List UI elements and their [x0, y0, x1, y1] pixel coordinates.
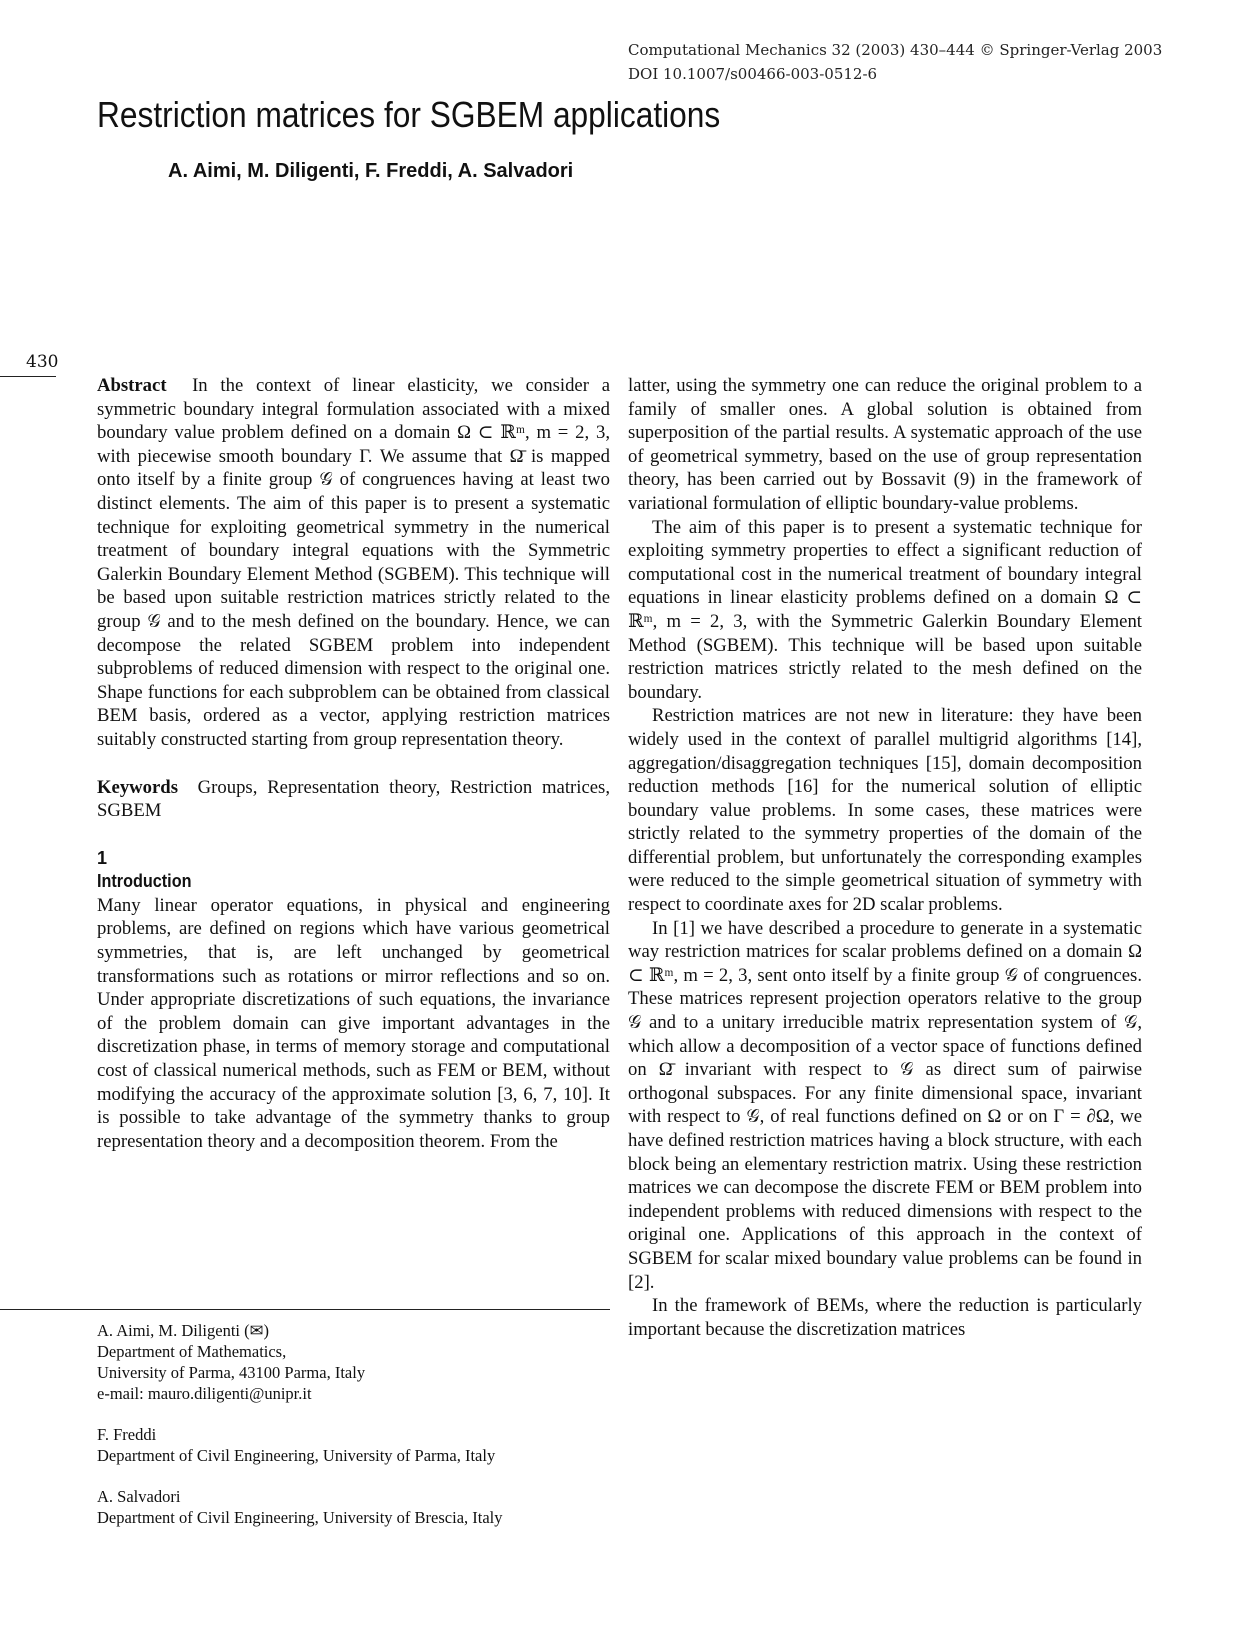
paragraph-4: In [1] we have described a procedure to generate in a systematic way restriction matrices for scalar problems defined on a domain Ω ⊂ ℝᵐ, m = 2, 3, sent onto itself by a finite group 𝒢 of congruences. These matrices represent projection operators relative to the group 𝒢 and to a unitary irreducible matrix representation system of 𝒢, which allow a decomposition of a vector space of functions defined on Ω̄ invariant with respect to 𝒢 as direct sum of pairwise orthogonal subspaces. For any finite dimensional space, invariant with respect to 𝒢, of real functions defined on Ω or on Γ = ∂Ω, we have defined restriction matrices having a block structure, with each block being an elementary restriction matrix. Using these restriction matrices we can decompose the discrete FEM or BEM problem into independent problems with reduced dimensions with respect to the original one. Applications of this approach in the context of SGBEM for scalar mixed boundary value problems can be found in [2].: [628, 917, 1142, 1293]
left-column: [97, 374, 610, 1153]
affiliation-2: [97, 1424, 610, 1466]
introduction-text: Many linear operator equations, in physical and engineering problems, are defined on regions which have various geometrical symmetries, that is, are left unchanged by geometrical transformations such as rotations or mirror reflections and so on. Under appropriate discretizations of such equations, the invariance of the problem domain can give important advantages in the discretization phase, in terms of memory storage and computational cost of classical numerical methods, such as FEM or BEM, without modifying the accuracy of the approximate solution [3, 6, 7, 10]. It is possible to take advantage of the symmetry thanks to group representation theory and a decomposition theorem. From the: [97, 894, 610, 1152]
journal-header: [628, 38, 1162, 86]
author-list: A. Aimi, M. Diligenti, F. Freddi, A. Salvadori: [168, 160, 574, 182]
affiliation-1-name: A. Aimi, M. Diligenti (✉): [97, 1321, 269, 1340]
paragraph-1: latter, using the symmetry one can reduce the original problem to a family of smaller ones. A global solution is obtained from superposition of the partial results. A systematic approach of the use of geometrical symmetry, based on the use of group representation theory, has been carried out by Bossavit (9) in the framework of variational formulation of elliptic boundary-value problems.: [628, 375, 1142, 514]
section-number: 1: [97, 847, 108, 868]
keywords-text: Groups, Representation theory, Restriction matrices, SGBEM: [97, 776, 610, 822]
keywords: [97, 776, 610, 823]
section-title: Introduction: [97, 871, 192, 892]
footnote-rule: [0, 1309, 610, 1310]
keywords-label: Keywords: [97, 776, 178, 798]
affiliation-3-dept: Department of Civil Engineering, University of Brescia, Italy: [97, 1508, 503, 1527]
affiliation-1: [97, 1320, 610, 1404]
page-number: 430: [26, 352, 59, 372]
affiliation-1-email: e-mail: mauro.diligenti@unipr.it: [97, 1384, 312, 1403]
affiliation-3-name: A. Salvadori: [97, 1487, 181, 1506]
paragraph-3: Restriction matrices are not new in literature: they have been widely used in the context of parallel multigrid algorithms [14], aggregation/disaggregation techniques [15], domain decomposition reduction methods [16] for the numerical solution of elliptic boundary value problems. In some cases, these matrices were strictly related to the symmetry properties of the domain of the differential problem, but unfortunately the corresponding examples were reduced to the simple geometrical situation of symmetry with respect to coordinate axes for 2D scalar problems.: [628, 705, 1142, 916]
affiliation-1-dept: Department of Mathematics,: [97, 1342, 287, 1361]
paragraph-2: The aim of this paper is to present a systematic technique for exploiting symmetry properties to effect a significant reduction of computational cost in the numerical treatment of boundary integral equations in linear elasticity problems defined on a domain Ω ⊂ ℝᵐ, m = 2, 3, with the Symmetric Galerkin Boundary Element Method (SGBEM). This technique will be based upon suitable restriction matrices strictly related to the mesh defined on the boundary.: [628, 516, 1142, 703]
abstract-label: Abstract: [97, 375, 167, 396]
paper-title: Restriction matrices for SGBEM applications: [97, 94, 721, 135]
affiliation-1-univ: University of Parma, 43100 Parma, Italy: [97, 1363, 366, 1382]
doi: DOI 10.1007/s00466-003-0512-6: [628, 65, 878, 83]
affiliation-3: [97, 1486, 610, 1528]
abstract-text: In the context of linear elasticity, we consider a symmetric boundary integral formulation associated with a mixed boundary value problem defined on a domain Ω ⊂ ℝᵐ, m = 2, 3, with piecewise smooth boundary Γ. We assume that Ω̄ is mapped onto itself by a finite group 𝒢 of congruences having at least two distinct elements. The aim of this paper is to present a systematic technique for exploiting geometrical symmetry in the numerical treatment of boundary integral equations with the Symmetric Galerkin Boundary Element Method (SGBEM). This technique will be based upon suitable restriction matrices strictly related to the group 𝒢 and to the mesh defined on the boundary. Hence, we can decompose the related SGBEM problem into independent subproblems of reduced dimension with respect to the original one. Shape functions for each subproblem can be obtained from classical BEM basis, ordered as a vector, applying restriction matrices suitably constructed starting from group representation theory.: [97, 375, 610, 750]
affiliation-2-name: F. Freddi: [97, 1425, 157, 1444]
abstract: [97, 374, 610, 752]
paragraph-5: In the framework of BEMs, where the reduction is particularly important because the discretization matrices: [628, 1295, 1142, 1340]
affiliations: [97, 1320, 610, 1548]
journal-citation: Computational Mechanics 32 (2003) 430–444 © Springer-Verlag 2003: [628, 41, 1163, 59]
page-number-rule: [0, 376, 56, 377]
right-column: [628, 374, 1142, 1341]
affiliation-2-dept: Department of Civil Engineering, University of Parma, Italy: [97, 1446, 496, 1465]
